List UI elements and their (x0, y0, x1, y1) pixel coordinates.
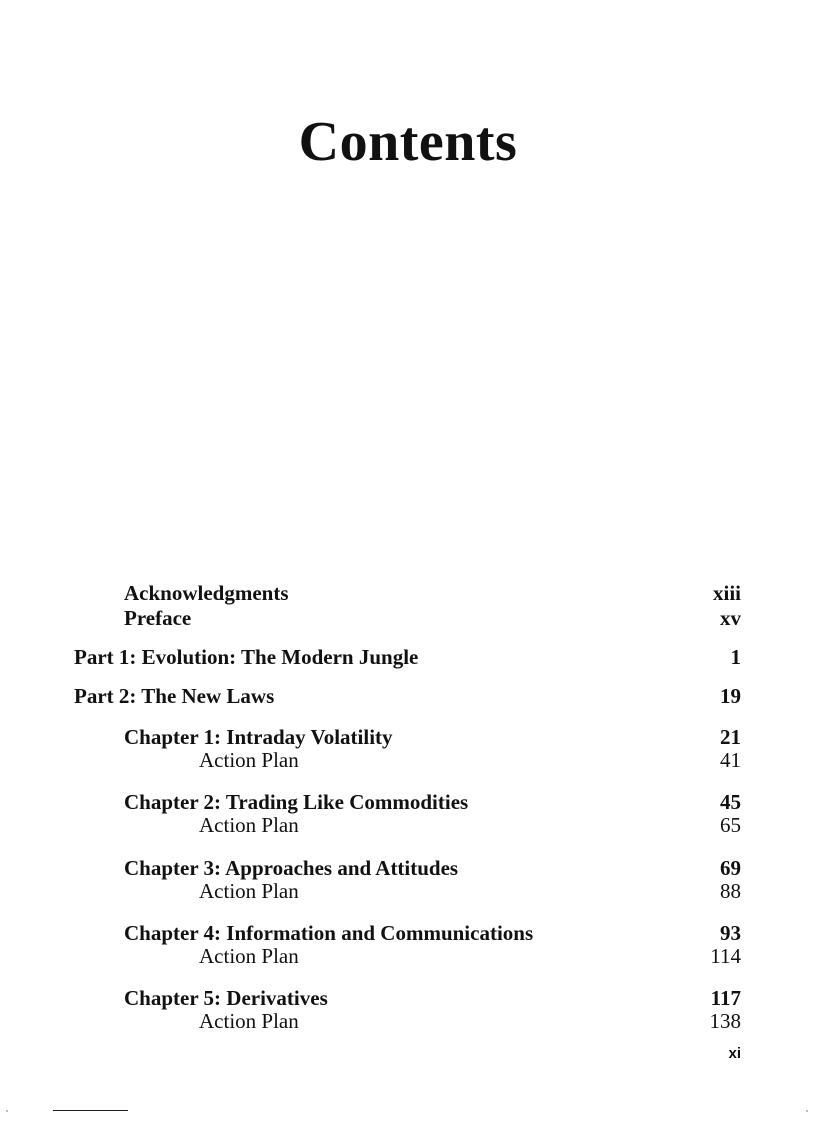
page-title: Contents (298, 111, 518, 173)
toc-entry-label: Chapter 3: Approaches and Attitudes (124, 856, 459, 880)
toc-entry-label: Action Plan (199, 944, 299, 968)
toc-entry-chapter-1-action-plan (74, 747, 741, 773)
toc-entry-label: Acknowledgments (124, 581, 289, 605)
toc-entry-page: 88 (720, 879, 741, 903)
toc-entry-page: 45 (720, 790, 741, 814)
toc-entry-label: Chapter 1: Intraday Volatility (124, 725, 393, 749)
toc-entry-label: Action Plan (199, 813, 299, 837)
toc-entry-part-1 (74, 644, 741, 670)
toc-entry-page: 69 (720, 856, 741, 880)
toc-entry-label: Preface (124, 606, 192, 630)
page-number: xi (728, 1045, 741, 1062)
toc-entry-page: 19 (720, 684, 741, 708)
toc-entry-label: Action Plan (199, 1009, 299, 1033)
toc-entry-chapter-3-action-plan (74, 878, 741, 904)
toc-entry-label: Action Plan (199, 748, 299, 772)
toc-entry-page: xiii (712, 581, 741, 605)
toc-entry-label: Chapter 2: Trading Like Commodities (124, 790, 469, 814)
toc-entry-page: 41 (720, 748, 741, 772)
footer-rule (53, 1110, 128, 1111)
scan-mark-right (806, 1110, 808, 1112)
toc-entry-chapter-2-action-plan (74, 812, 741, 838)
toc-entry-label: Chapter 4: Information and Communications (124, 921, 534, 945)
toc-entry-label: Part 2: The New Laws (74, 684, 275, 708)
toc-entry-chapter-5-action-plan (74, 1008, 741, 1034)
toc-entry-label: Part 1: Evolution: The Modern Jungle (74, 645, 419, 669)
toc-entry-chapter-4-action-plan (74, 943, 741, 969)
toc-entry-page: 93 (720, 921, 741, 945)
toc-entry-page: 1 (730, 645, 741, 669)
toc-entry-page: 117 (710, 986, 741, 1010)
toc-entry-label: Chapter 5: Derivatives (124, 986, 328, 1010)
toc-entry-page: 21 (720, 725, 741, 749)
toc-entry-page: 114 (710, 944, 741, 968)
scan-mark-left (6, 1110, 8, 1112)
toc-entry-acknowledgments (74, 580, 741, 606)
toc-entry-preface (74, 605, 741, 631)
toc-entry-page: 138 (709, 1009, 741, 1033)
toc-entry-page: 65 (720, 813, 741, 837)
toc-entry-label: Action Plan (199, 879, 299, 903)
toc-entry-part-2 (74, 683, 741, 709)
toc-entry-page: xv (720, 606, 741, 630)
